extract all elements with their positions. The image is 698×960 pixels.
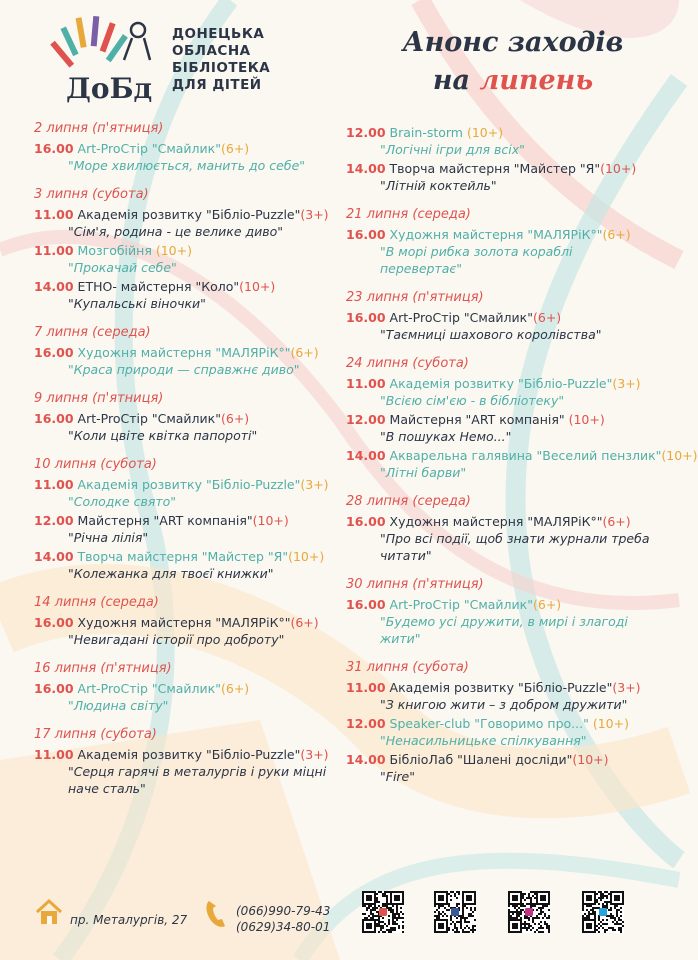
event-line xyxy=(34,476,334,493)
event-line xyxy=(346,596,651,613)
event-time: 14.00 xyxy=(34,549,74,564)
library-name-line: ОБЛАСНА xyxy=(172,43,251,59)
event-age: (3+) xyxy=(300,747,329,762)
event-item xyxy=(34,614,334,648)
event-name: Художня майстерня "МАЛЯРіК°" xyxy=(389,227,603,242)
home-icon xyxy=(34,897,64,927)
event-age: (6+) xyxy=(220,681,250,696)
date-heading: 31 липня (субота) xyxy=(346,660,469,675)
event-item xyxy=(346,751,651,785)
library-name xyxy=(172,26,270,94)
event-line xyxy=(346,226,651,243)
event-line xyxy=(346,375,651,392)
library-name-line: ДЛЯ ДІТЕЙ xyxy=(172,77,262,93)
event-age: (10+) xyxy=(600,161,637,176)
event-time: 16.00 xyxy=(346,514,386,529)
date-heading: 16 липня (п'ятниця) xyxy=(34,661,172,676)
event-subtitle: "Будемо усі дружити, в мирі і злагоді жити" xyxy=(380,614,628,646)
library-name-line: ДОНЕЦЬКА xyxy=(172,26,265,42)
event-subtitle: "В морі рибка золота кораблі перевертає" xyxy=(380,244,573,276)
event-name: Brain-storm xyxy=(389,125,463,140)
event-subtitle: "Купальські віночки" xyxy=(68,296,206,311)
event-line xyxy=(34,410,334,427)
event-line xyxy=(34,614,334,631)
event-line xyxy=(34,548,334,565)
event-subtitle: "Літні барви" xyxy=(380,465,467,480)
event-age: (3+) xyxy=(612,680,641,695)
qr-telegram-icon[interactable] xyxy=(582,891,624,933)
page-title xyxy=(368,24,658,100)
logo-rays-icon xyxy=(50,16,150,68)
event-item xyxy=(346,411,651,445)
event-subtitle: "Серця гарячі в металургів і руки міцні наче сталь" xyxy=(68,764,327,796)
library-name-line: БІБЛІОТЕКА xyxy=(172,60,271,76)
footer xyxy=(0,885,679,945)
event-item xyxy=(34,680,334,714)
event-item xyxy=(34,242,334,276)
event-name: ЕТНО- майстерня "Коло" xyxy=(77,279,240,294)
event-time: 12.00 xyxy=(34,513,74,528)
event-subtitle: "Літній коктейль" xyxy=(380,178,497,193)
event-name: Art-ProСтір "Смайлик" xyxy=(389,310,533,325)
event-line xyxy=(34,512,334,529)
schedule-right-column xyxy=(346,124,698,787)
event-line xyxy=(34,680,334,697)
phone-number: (0629)34-80-01 xyxy=(236,920,331,934)
event-name: Художня майстерня "МАЛЯРіК°" xyxy=(77,345,291,360)
phone-number: (066)990-79-43 xyxy=(236,904,331,918)
event-age: (6+) xyxy=(602,227,631,242)
event-age: (10+) xyxy=(588,716,629,731)
event-name: Академія розвитку "Бібліо-Puzzle" xyxy=(77,747,301,762)
event-line xyxy=(34,344,334,361)
event-item xyxy=(34,548,334,582)
event-subtitle: "Про всі події, щоб знати журнали треба читати" xyxy=(380,531,650,563)
event-age: (6+) xyxy=(290,615,319,630)
event-time: 14.00 xyxy=(346,752,386,767)
event-item xyxy=(346,309,651,343)
event-subtitle: "Море хвилюється, манить до себе" xyxy=(68,158,306,173)
event-name: Art-ProСтір "Смайлик" xyxy=(77,681,221,696)
event-item xyxy=(34,512,334,546)
event-item xyxy=(346,447,698,481)
event-item xyxy=(34,746,334,797)
title-prefix: на xyxy=(432,65,480,96)
event-subtitle: "З книгою жити – з добром дружити" xyxy=(380,697,628,712)
phone-numbers xyxy=(236,903,330,935)
event-item xyxy=(34,344,334,378)
event-subtitle: "Невигадані історії про доброту" xyxy=(68,632,285,647)
event-name: Майстерня "ART компанія" xyxy=(389,412,565,427)
event-name: Художня майстерня "МАЛЯРіК°" xyxy=(389,514,603,529)
event-item xyxy=(346,715,651,749)
event-age: (10+) xyxy=(462,125,504,140)
event-name: Art-ProСтір "Смайлик" xyxy=(77,141,221,156)
event-subtitle: "Солодке свято" xyxy=(68,494,177,509)
event-item xyxy=(34,410,334,444)
date-heading: 14 липня (середа) xyxy=(34,595,159,610)
event-age: (6+) xyxy=(220,411,250,426)
event-line xyxy=(346,124,651,141)
library-logo xyxy=(62,16,162,106)
event-age: (6+) xyxy=(290,345,319,360)
date-heading: 7 липня (середа) xyxy=(34,325,151,340)
event-line xyxy=(34,746,334,763)
event-line xyxy=(346,513,651,530)
event-age: (10+) xyxy=(239,279,276,294)
event-age: (3+) xyxy=(612,376,641,391)
date-heading: 2 липня (п'ятниця) xyxy=(34,121,164,136)
event-age: (10+) xyxy=(572,752,609,767)
event-age: (3+) xyxy=(300,207,329,222)
address: пр. Металургів, 27 xyxy=(70,913,188,927)
event-name: Художня майстерня "МАЛЯРіК°" xyxy=(77,615,291,630)
event-age: (6+) xyxy=(532,310,562,325)
date-heading: 30 липня (п'ятниця) xyxy=(346,577,484,592)
event-name: БібліоЛаб "Шалені досліди" xyxy=(389,752,573,767)
event-time: 16.00 xyxy=(34,411,74,426)
event-name: Академія розвитку "Бібліо-Puzzle" xyxy=(77,477,301,492)
event-item xyxy=(346,596,651,647)
event-line xyxy=(346,160,651,177)
event-line xyxy=(34,278,334,295)
event-time: 11.00 xyxy=(34,477,74,492)
event-subtitle: "Річна лілія" xyxy=(68,530,149,545)
date-heading: 23 липня (п'ятниця) xyxy=(346,290,484,305)
event-time: 12.00 xyxy=(346,716,386,731)
event-time: 16.00 xyxy=(34,681,74,696)
event-name: Art-ProСтір "Смайлик" xyxy=(389,597,533,612)
event-name: Акварельна галявина "Веселий пензлик" xyxy=(389,448,662,463)
event-time: 11.00 xyxy=(346,376,386,391)
event-time: 12.00 xyxy=(346,125,386,140)
date-heading: 21 липня (середа) xyxy=(346,207,471,222)
event-name: Академія розвитку "Бібліо-Puzzle" xyxy=(389,376,613,391)
event-item xyxy=(34,476,334,510)
event-age: (10+) xyxy=(252,513,289,528)
event-item xyxy=(346,160,651,194)
qr-site-icon[interactable] xyxy=(362,891,404,933)
event-time: 11.00 xyxy=(34,207,74,222)
event-line xyxy=(346,447,698,464)
event-subtitle: "Fire" xyxy=(380,769,415,784)
event-item xyxy=(346,124,651,158)
event-time: 16.00 xyxy=(34,345,74,360)
event-item xyxy=(34,206,334,240)
event-time: 14.00 xyxy=(34,279,74,294)
event-subtitle: "Людина світу" xyxy=(68,698,169,713)
event-time: 14.00 xyxy=(346,448,386,463)
event-subtitle: "Прокачай себе" xyxy=(68,260,177,275)
date-heading: 9 липня (п'ятниця) xyxy=(34,391,164,406)
qr-instagram-icon[interactable] xyxy=(508,891,550,933)
event-name: Мозгобійня xyxy=(77,243,152,258)
event-line xyxy=(346,679,651,696)
event-time: 14.00 xyxy=(346,161,386,176)
date-heading: 3 липня (субота) xyxy=(34,187,149,202)
event-time: 16.00 xyxy=(346,310,386,325)
phone-icon xyxy=(204,899,228,929)
event-line xyxy=(346,715,651,732)
event-age: (10+) xyxy=(564,412,605,427)
event-line xyxy=(34,206,334,223)
date-heading: 10 липня (субота) xyxy=(34,457,157,472)
event-subtitle: "Краса природи — справжнє диво" xyxy=(68,362,300,377)
title-month: липень xyxy=(479,65,594,96)
event-name: Творча майстерня "Майстер "Я" xyxy=(389,161,601,176)
event-item xyxy=(34,140,334,174)
date-heading: 28 липня (середа) xyxy=(346,494,471,509)
event-subtitle: "Колежанка для твоєї книжки" xyxy=(68,566,274,581)
event-age: (10+) xyxy=(661,448,698,463)
event-name: Майстерня "ART компанія" xyxy=(77,513,253,528)
event-time: 16.00 xyxy=(34,615,74,630)
event-age: (6+) xyxy=(532,597,562,612)
event-subtitle: "Коли цвіте квітка папороті" xyxy=(68,428,258,443)
event-subtitle: "Таємниці шахового королівства" xyxy=(380,327,602,342)
event-time: 11.00 xyxy=(34,747,74,762)
event-name: Академія розвитку "Бібліо-Puzzle" xyxy=(77,207,301,222)
event-name: Speaker-club "Говоримо про..." xyxy=(389,716,589,731)
date-heading: 17 липня (субота) xyxy=(34,727,157,742)
event-time: 12.00 xyxy=(346,412,386,427)
event-line xyxy=(34,242,334,259)
event-line xyxy=(34,140,334,157)
event-age: (10+) xyxy=(288,549,325,564)
event-time: 11.00 xyxy=(346,680,386,695)
event-item xyxy=(346,375,651,409)
event-item xyxy=(346,513,651,564)
event-subtitle: "Сім'я, родина - це велике диво" xyxy=(68,224,284,239)
event-subtitle: "Ненасильницьке спілкування" xyxy=(380,733,587,748)
event-item xyxy=(346,679,651,713)
event-time: 16.00 xyxy=(346,597,386,612)
event-time: 16.00 xyxy=(34,141,74,156)
logo-word: ДоБд xyxy=(66,72,153,105)
event-name: Творча майстерня "Майстер "Я" xyxy=(77,549,289,564)
event-line xyxy=(346,411,651,428)
event-age: (6+) xyxy=(220,141,250,156)
event-item xyxy=(34,278,334,312)
title-line1: Анонс заходів xyxy=(402,27,624,58)
event-name: Академія розвитку "Бібліо-Puzzle" xyxy=(389,680,613,695)
event-time: 11.00 xyxy=(34,243,74,258)
event-age: (6+) xyxy=(602,514,631,529)
event-time: 16.00 xyxy=(346,227,386,242)
qr-facebook-icon[interactable] xyxy=(434,891,476,933)
date-heading: 24 липня (субота) xyxy=(346,356,469,371)
event-subtitle: "Всією сім'єю - в бібліотеку" xyxy=(380,393,565,408)
schedule-left-column xyxy=(34,120,334,799)
event-age: (3+) xyxy=(300,477,329,492)
event-subtitle: "Логічні ігри для всіх" xyxy=(380,142,525,157)
event-name: Art-ProСтір "Смайлик" xyxy=(77,411,221,426)
event-line xyxy=(346,309,651,326)
event-line xyxy=(346,751,651,768)
event-subtitle: "В пошуках Немо..." xyxy=(380,429,512,444)
event-item xyxy=(346,226,651,277)
event-age: (10+) xyxy=(151,243,192,258)
